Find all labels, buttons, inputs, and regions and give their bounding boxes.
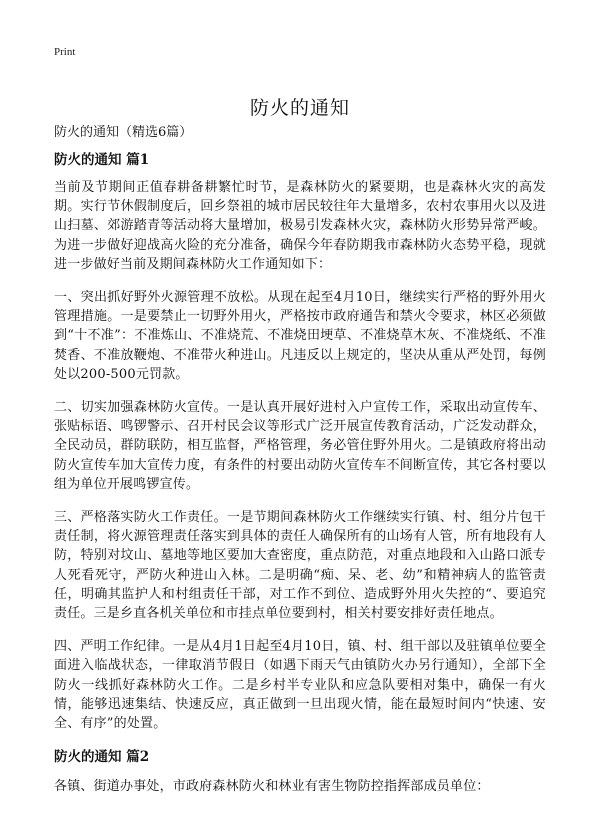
page-title: 防火的通知 bbox=[249, 96, 350, 119]
paragraph-addressees: 各镇、街道办事处，市政府森林防火和林业有害生物防控指挥部成员单位： bbox=[54, 779, 490, 795]
paragraph-publicity: 二、切实加强森林防火宣传。一是认真开展好进村入户宣传工作，采取出动宣传车、张贴标语、鸣锣警示、召开村民会议等形式广泛开展宣传教育活动，广泛发动群众，全民动员，群防联防，相互监督，严格管理，务必管住野外用火。二是镇政府将出动防火宣传车加大宣传力度，有条件的村要出动防火宣传车不间断宣传，其它各村要以组为单位开展鸣锣宣传。 bbox=[54, 400, 546, 492]
paragraph-discipline: 四、严明工作纪律。一是从4月1日起至4月10日，镇、村、组干部以及驻镇单位要全面进入临战状态，一律取消节假日（如遇下雨天气由镇防火办另行通知），全部下全防火一线抓好森林防火工作。二是乡村半专业队和应急队要相对集中，确保一有火情，能够迅速集结、快速反应，真正做到一旦出现火情，能在最短时间内“快速、安全、有序”的处置。 bbox=[54, 639, 546, 732]
section-heading: 防火的通知 篇2 bbox=[54, 749, 150, 766]
print-link[interactable]: Print bbox=[54, 46, 76, 58]
paragraph-responsibility: 三、严格落实防火工作责任。一是节期间森林防火工作继续实行镇、村、组分片包干责任制，将火源管理责任落实到具体的责任人确保所有的山场有人管，所有地段有人防，特别对坟山、墓地等地区要加大查密度，重点防范，对重点地段和入山路口派专人死看死守，严防火种进山入林。二是明确“痴、呆、老、幼”和精神病人的监管责任，明确其监护人和村组责任干部，对工作不到位、造成野外用火失控的“、要追究责任。三是乡直各机关单位和市挂点单位要到村，相关村要安排好责任地点。 bbox=[54, 510, 546, 622]
document-body bbox=[54, 150, 546, 810]
section-heading: 防火的通知 篇1 bbox=[54, 152, 150, 168]
document-subtitle: 防火的通知（精选6篇） bbox=[54, 125, 193, 140]
paragraph-intro: 当前及节期间正值春耕备耕繁忙时节，是森林防火的紧要期，也是森林火灾的高发期。实行节休假制度后，回乡祭祖的城市居民较往年大量增多，农村农事用火以及进山扫墓、郊游踏青等活动将大量增加，极易引发森林火灾，森林防火形势异常严峻。为进一步做好迎战高火险的充分准备，确保今年春防期我市森林防火态势平稳，现就进一步做好当前及期间森林防火工作通知如下： bbox=[54, 180, 546, 272]
paragraph-fire-source: 一、突出抓好野外火源管理不放松。从现在起至4月10日，继续实行严格的野外用火管理措施。一是要禁止一切野外用火，严格按市政府通告和禁火令要求，林区必须做到“十不准”：不准炼山、不准烧荒、不准烧田埂草、不准烧草木灰、不准烧纸、不准焚香、不准放鞭炮、不准带火种进山。凡违反以上规定的，坚决从重从严处罚，每例处以200-500元罚款。 bbox=[54, 290, 546, 382]
